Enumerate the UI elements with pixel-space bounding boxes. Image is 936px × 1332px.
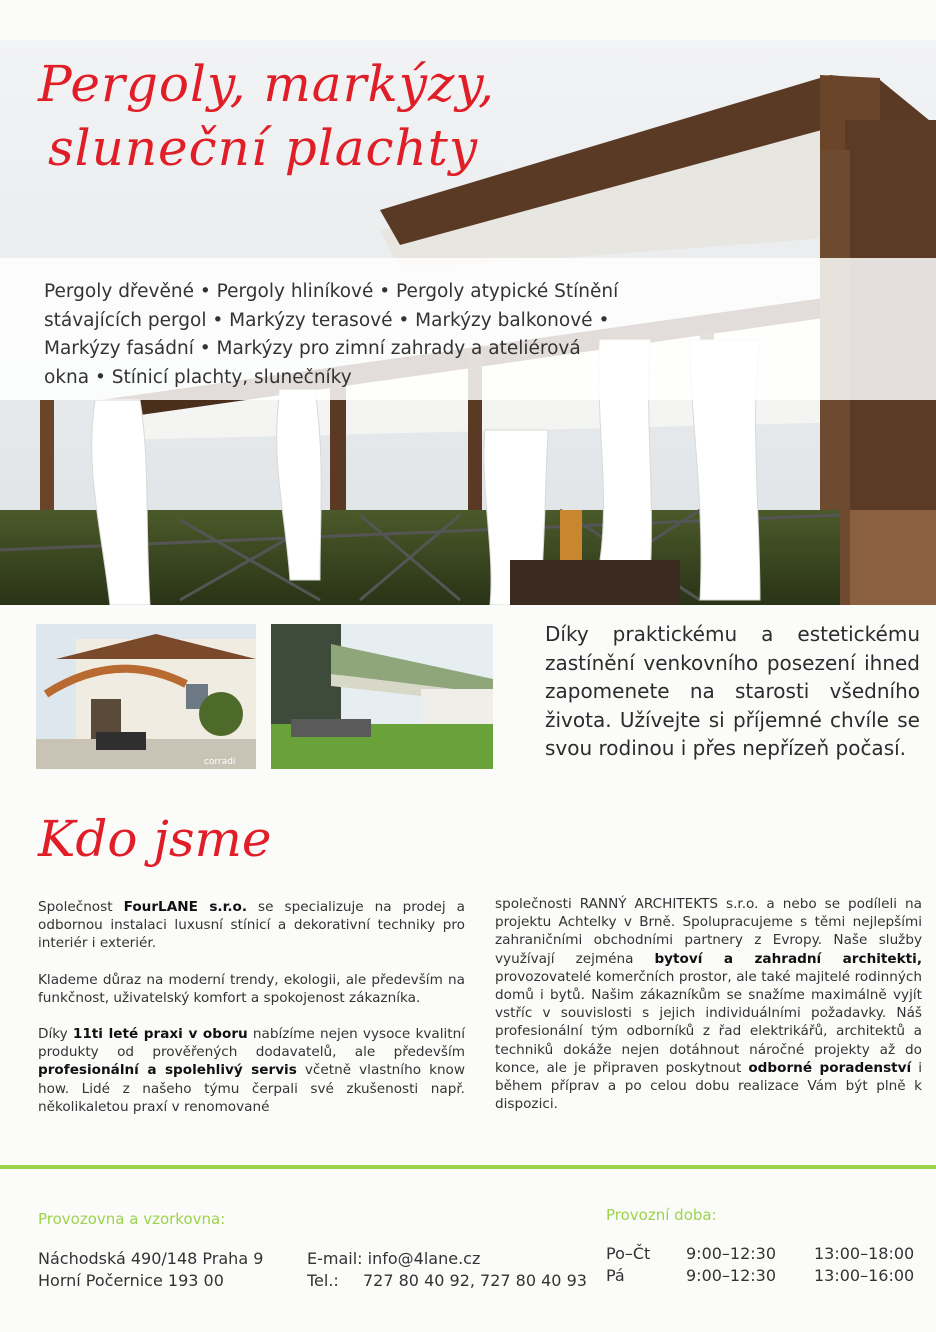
about-paragraph-3: [38, 1025, 465, 1116]
hours-table: [606, 1243, 914, 1287]
hero-title-line-1: Pergoly, markýzy,: [38, 55, 495, 113]
highlight: odborné poradenství: [748, 1059, 912, 1076]
company-name: FourLANE s.r.o.: [123, 899, 248, 915]
highlight: profesionální a spolehlivý servis: [38, 1062, 297, 1079]
footer-divider: [0, 1165, 936, 1169]
about-paragraph-1: [38, 898, 465, 953]
hero-title: [38, 52, 495, 180]
tel-row: [307, 1270, 587, 1292]
about-heading: Kdo jsme: [38, 810, 272, 868]
hero-title-line-2: sluneční plachty: [48, 119, 479, 177]
text: Díky: [38, 1026, 73, 1043]
intro-paragraph: Díky praktickému a estetickému zastínění venkovního posezení ihned zapomenete na starosti všedního života. Užívejte si příjemné chvíle se svou rodinou i přes nepřízeň počasí.: [545, 622, 920, 760]
about-paragraph-4: [495, 895, 922, 1113]
text: i během příprav a po celou dobu realizace Vám být plně k dispozici.: [495, 1059, 922, 1113]
photo-brand-label: corradi: [204, 757, 236, 767]
email-row: [307, 1248, 587, 1270]
services-list: Pergoly dřevěné • Pergoly hliníkové • Pergoly atypické Stínění stávajících pergol • Markýzy terasové • Markýzy balkonové • Markýzy fasádní • Markýzy pro zimní zahrady a ateliérová okna • Stínicí plachty, slunečníky: [44, 281, 619, 388]
hours-heading: Provozní doba:: [606, 1206, 717, 1224]
highlight: 11ti leté praxi v oboru: [72, 1026, 248, 1043]
hours-afternoon: 13:00–16:00: [814, 1266, 915, 1285]
email-link[interactable]: info@4lane.cz: [367, 1249, 481, 1268]
hours-morning: 9:00–12:30: [686, 1266, 777, 1285]
contact: [307, 1248, 587, 1292]
highlight: bytoví a zahradní architekti,: [654, 950, 922, 967]
text: nabízíme nejen vysoce kvalitní produkty od prověřených dodavatelů, ale především: [38, 1026, 465, 1061]
about-column-left: [38, 898, 465, 1134]
hours-day: Pá: [606, 1266, 625, 1285]
hours-row: [606, 1243, 914, 1265]
hours-afternoon: 13:00–18:00: [814, 1244, 915, 1263]
text: včetně vlastního know how. Lidé z našeho týmu čerpali své zkušenosti např. několikaletou praxí v renomované: [38, 1062, 465, 1115]
text: provozovatelé komerčních prostor, ale také majitelé rodinných domů i bytů. Našim zákazníkům se snažíme maximálně vyjít vstříc v souvislosti s jejich individuálními požadavky. Náš profesionální tým odborníků z řad elektrikářů, architektů a techniků dokáže nejen dotáhnout náročné projekty až do konce, ale je připraven poskytnout: [495, 968, 922, 1076]
about-paragraph-2: Klademe důraz na moderní trendy, ekologii, ale především na funkčnost, uživatelský komfort a spokojenost zákazníka.: [38, 971, 465, 1006]
about-column-right: [495, 895, 922, 1131]
hours-row: [606, 1265, 914, 1287]
address: [38, 1248, 263, 1292]
tel-label: Tel.:: [307, 1271, 339, 1290]
email-label: E-mail:: [307, 1249, 363, 1268]
text: Společnost: [38, 899, 124, 915]
photo-house-pergola: [36, 624, 256, 769]
hours-day: Po–Čt: [606, 1244, 651, 1263]
address-line-1: Náchodská 490/148 Praha 9: [38, 1249, 264, 1268]
text: se specializuje na prodej a odbornou instalaci luxusní stínicí a dekorativní techniky pro interiér i exteriér.: [38, 899, 465, 952]
text: společnosti RANNÝ ARCHITEKTS s.r.o. a nebo se podíleli na projektu Achtelky v Brně. Spolupracujeme s těmi nejlepšími zahraničními obchodními partnery z Evropy. Naše služby využívají zejména: [495, 896, 922, 967]
photo-awning-garden: [271, 624, 493, 769]
hours-morning: 9:00–12:30: [686, 1244, 777, 1263]
showroom-heading: Provozovna a vzorkovna:: [38, 1210, 226, 1228]
address-line-2: Horní Počernice 193 00: [38, 1271, 224, 1290]
tel-numbers[interactable]: 727 80 40 92, 727 80 40 93: [363, 1271, 587, 1290]
